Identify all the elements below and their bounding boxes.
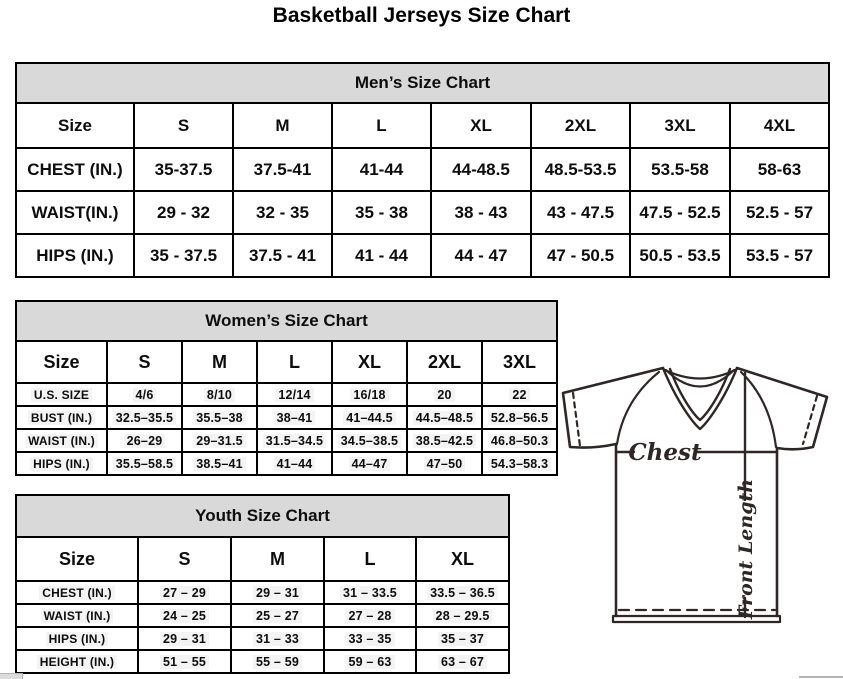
- cell-value-text: 34.5–38.5: [338, 434, 401, 448]
- cell-value-text: 55 – 59: [253, 655, 302, 669]
- ui-fragment-bottom-left: [0, 673, 23, 679]
- cell-value: [231, 581, 324, 604]
- table-row: [16, 581, 509, 604]
- cell-value-text: 29 – 31: [253, 586, 302, 600]
- youth-size-table: [15, 494, 510, 674]
- cell-value: [107, 429, 182, 452]
- cell-value: [324, 650, 416, 673]
- table-title-youth: Youth Size Chart: [16, 495, 509, 537]
- cell-value-text: 38.5–41: [193, 457, 246, 471]
- cell-value-text: 24 – 25: [160, 609, 209, 623]
- cell-value: [182, 452, 257, 475]
- table-row: [16, 191, 829, 234]
- table-row: [16, 537, 509, 581]
- table-row: [16, 604, 509, 627]
- jersey-measurement-diagram: [558, 360, 834, 630]
- cell-value-text: 12/14: [275, 388, 313, 402]
- cell-value: [231, 627, 324, 650]
- cell-value-text: 38.5–42.5: [413, 434, 476, 448]
- cell-value: [257, 406, 332, 429]
- cell-value: [257, 429, 332, 452]
- cell-value: 43 - 47.5: [531, 191, 630, 234]
- cell-value: 32 - 35: [233, 191, 332, 234]
- cell-value: 37.5 - 41: [233, 234, 332, 277]
- cell-value: [407, 452, 482, 475]
- cell-value-text: 59 – 63: [345, 655, 394, 669]
- cell-value: [482, 429, 557, 452]
- jersey-outline: [563, 368, 827, 616]
- column-header: L: [324, 537, 416, 581]
- cell-value-text: 38–41: [274, 411, 316, 425]
- cell-value-text: 29–31.5: [193, 434, 246, 448]
- cell-value-text: 31 – 33.5: [340, 586, 400, 600]
- cell-value-text: 27 – 29: [160, 586, 209, 600]
- cell-value-text: 26–29: [124, 434, 166, 448]
- cell-value: 53.5-58: [630, 148, 730, 191]
- cell-value-text: 35.5–58.5: [113, 457, 176, 471]
- row-label: WAIST(IN.): [16, 191, 134, 234]
- row-label: [16, 581, 138, 604]
- cell-value: 35 - 37.5: [134, 234, 233, 277]
- cell-value-text: 8/10: [204, 388, 235, 402]
- table-row: [16, 234, 829, 277]
- cell-value: [416, 581, 509, 604]
- cell-value-text: 52.8–56.5: [488, 411, 551, 425]
- row-label: [16, 406, 107, 429]
- cell-value-text: 44.5–48.5: [413, 411, 476, 425]
- cell-value-text: 32.5–35.5: [113, 411, 176, 425]
- row-label: [16, 604, 138, 627]
- column-header: 2XL: [407, 341, 482, 383]
- cell-value: [107, 452, 182, 475]
- row-label: [16, 650, 138, 673]
- cell-value: [231, 604, 324, 627]
- cell-value: [182, 383, 257, 406]
- cell-value: [182, 429, 257, 452]
- cell-value: [107, 383, 182, 406]
- jersey-seams: [617, 372, 776, 447]
- cell-value: [482, 452, 557, 475]
- cell-value: [482, 406, 557, 429]
- cell-value: [138, 650, 231, 673]
- cell-value: 35 - 38: [332, 191, 431, 234]
- cell-value-text: 46.8–50.3: [488, 434, 551, 448]
- column-header: L: [332, 103, 431, 148]
- cell-value-text: 63 – 67: [438, 655, 487, 669]
- column-header: 2XL: [531, 103, 630, 148]
- cell-value-text: 20: [434, 388, 454, 402]
- cell-value: 41 - 44: [332, 234, 431, 277]
- cell-value-text: 28 – 29.5: [433, 609, 493, 623]
- row-label-text: WAIST (IN.): [25, 434, 98, 448]
- table-row: [16, 301, 557, 341]
- table-title-mens: Men’s Size Chart: [16, 63, 829, 103]
- cell-value: [324, 627, 416, 650]
- cell-value: 37.5-41: [233, 148, 332, 191]
- cell-value: 50.5 - 53.5: [630, 234, 730, 277]
- cell-value: 29 - 32: [134, 191, 233, 234]
- cell-value: [138, 581, 231, 604]
- cell-value: [257, 383, 332, 406]
- cell-value: [482, 383, 557, 406]
- cell-value-text: 16/18: [350, 388, 388, 402]
- cell-value: [416, 627, 509, 650]
- chest-label: Chest: [628, 439, 702, 466]
- row-label: [16, 627, 138, 650]
- table-row: [16, 452, 557, 475]
- row-label: CHEST (IN.): [16, 148, 134, 191]
- cell-value: [332, 429, 407, 452]
- cell-value: [407, 429, 482, 452]
- cell-value: 53.5 - 57: [730, 234, 829, 277]
- column-header: M: [182, 341, 257, 383]
- cell-value: 47 - 50.5: [531, 234, 630, 277]
- cell-value: 58-63: [730, 148, 829, 191]
- row-label: [16, 429, 107, 452]
- column-header: S: [107, 341, 182, 383]
- cell-value-text: 22: [509, 388, 529, 402]
- cell-value-text: 29 – 31: [160, 632, 209, 646]
- row-label-text: BUST (IN.): [28, 411, 95, 425]
- table-row: [16, 383, 557, 406]
- row-label-text: HEIGHT (IN.): [37, 655, 117, 669]
- table-row: [16, 103, 829, 148]
- row-label: [16, 452, 107, 475]
- cell-value: [107, 406, 182, 429]
- cell-value: [416, 604, 509, 627]
- cell-value: 47.5 - 52.5: [630, 191, 730, 234]
- cell-value: [324, 581, 416, 604]
- column-header: M: [231, 537, 324, 581]
- cell-value: [416, 650, 509, 673]
- cell-value-text: 35 – 37: [438, 632, 487, 646]
- cell-value-text: 54.3–58.3: [488, 457, 551, 471]
- column-header: S: [138, 537, 231, 581]
- table-row: [16, 148, 829, 191]
- cell-value-text: 25 – 27: [253, 609, 302, 623]
- cell-value-text: 31.5–34.5: [263, 434, 326, 448]
- row-label: HIPS (IN.): [16, 234, 134, 277]
- table-row: [16, 341, 557, 383]
- row-label-text: CHEST (IN.): [39, 586, 115, 600]
- page-title: Basketball Jerseys Size Chart: [272, 4, 571, 27]
- row-label: [16, 383, 107, 406]
- table-row: [16, 495, 509, 537]
- jersey-vneck: [663, 368, 737, 429]
- row-label-text: U.S. SIZE: [31, 388, 92, 402]
- cell-value-text: 31 – 33: [253, 632, 302, 646]
- cell-value-text: 27 – 28: [345, 609, 394, 623]
- table-row: [16, 406, 557, 429]
- ui-fragment-bottom-right: [799, 676, 843, 678]
- front-length-label: Front Length: [735, 478, 757, 620]
- cell-value: [407, 406, 482, 429]
- cell-value: 44-48.5: [431, 148, 531, 191]
- cell-value: [324, 604, 416, 627]
- table-row: [16, 429, 557, 452]
- column-header: 3XL: [482, 341, 557, 383]
- column-header: Size: [16, 341, 107, 383]
- cell-value-text: 33.5 – 36.5: [427, 586, 498, 600]
- row-label-text: WAIST (IN.): [41, 609, 114, 623]
- column-header: XL: [416, 537, 509, 581]
- table-row: [16, 650, 509, 673]
- cell-value: 38 - 43: [431, 191, 531, 234]
- column-header: L: [257, 341, 332, 383]
- cell-value-text: 41–44.5: [343, 411, 396, 425]
- cell-value-text: 41–44: [274, 457, 316, 471]
- cell-value-text: 4/6: [133, 388, 157, 402]
- cell-value: [138, 604, 231, 627]
- column-header: Size: [16, 103, 134, 148]
- cell-value: 48.5-53.5: [531, 148, 630, 191]
- column-header: 3XL: [630, 103, 730, 148]
- row-label-text: HIPS (IN.): [46, 632, 109, 646]
- column-header: XL: [332, 341, 407, 383]
- cell-value: [332, 383, 407, 406]
- row-label-text: HIPS (IN.): [30, 457, 93, 471]
- table-row: [16, 63, 829, 103]
- cell-value-text: 35.5–38: [193, 411, 246, 425]
- column-header: S: [134, 103, 233, 148]
- column-header: 4XL: [730, 103, 829, 148]
- column-header: M: [233, 103, 332, 148]
- cell-value: 35-37.5: [134, 148, 233, 191]
- cell-value: 44 - 47: [431, 234, 531, 277]
- cell-value: [138, 627, 231, 650]
- cell-value: [332, 452, 407, 475]
- cell-value-text: 44–47: [349, 457, 391, 471]
- table-row: [16, 627, 509, 650]
- cell-value: [257, 452, 332, 475]
- mens-size-table: [15, 62, 830, 278]
- womens-size-table: [15, 300, 558, 476]
- cell-value-text: 33 – 35: [345, 632, 394, 646]
- cell-value: 41-44: [332, 148, 431, 191]
- column-header: Size: [16, 537, 138, 581]
- cell-value: 52.5 - 57: [730, 191, 829, 234]
- cell-value: [182, 406, 257, 429]
- cell-value: [407, 383, 482, 406]
- cell-value-text: 51 – 55: [160, 655, 209, 669]
- cell-value: [231, 650, 324, 673]
- table-title-womens: Women’s Size Chart: [16, 301, 557, 341]
- cell-value: [332, 406, 407, 429]
- column-header: XL: [431, 103, 531, 148]
- cell-value-text: 47–50: [424, 457, 466, 471]
